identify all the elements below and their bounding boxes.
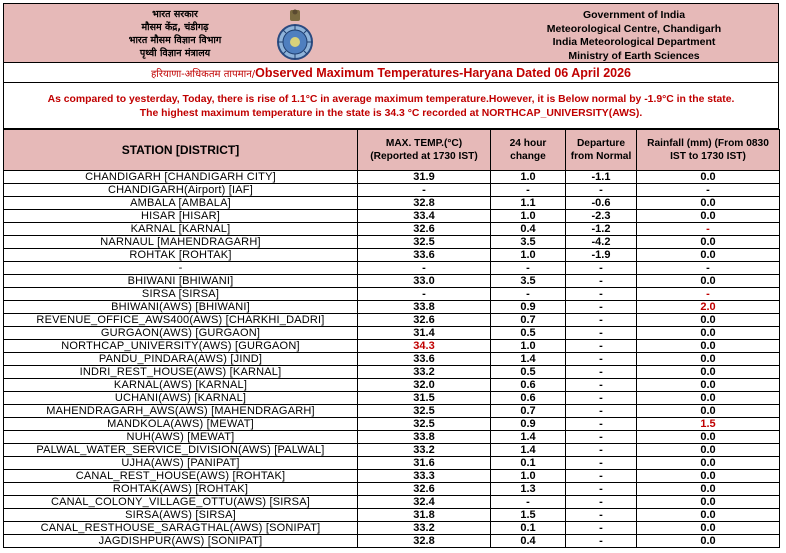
col-departure-line1: Departure (576, 138, 626, 149)
departure-cell: - (566, 379, 637, 392)
table-row (4, 288, 780, 301)
table-row (4, 353, 780, 366)
summary-line-1: As compared to yesterday, Today, there is rise of 1.1°C in average maximum temperature.However, it is Below normal by -1.9°C in the state. (47, 94, 735, 105)
change-cell: - (491, 184, 566, 197)
max-temp-cell: 33.8 (358, 431, 491, 444)
table-row (4, 340, 780, 353)
station-cell: ROHTAK(AWS) [ROHTAK] (4, 483, 358, 496)
station-cell: CANAL_RESTHOUSE_SARAGTHAL(AWS) [SONIPAT] (4, 522, 358, 535)
departure-cell: - (566, 535, 637, 548)
table-row (4, 301, 780, 314)
station-cell: KARNAL(AWS) [KARNAL] (4, 379, 358, 392)
table-row (4, 509, 780, 522)
col-rainfall (637, 130, 780, 171)
station-cell: MAHENDRAGARH_AWS(AWS) [MAHENDRAGARH] (4, 405, 358, 418)
station-cell: INDRI_REST_HOUSE(AWS) [KARNAL] (4, 366, 358, 379)
col-rainfall-line1: Rainfall (mm) (From 0830 (647, 138, 769, 149)
station-cell: HISAR [HISAR] (4, 210, 358, 223)
rainfall-cell: 0.0 (637, 327, 780, 340)
change-cell: - (491, 262, 566, 275)
rainfall-cell: 0.0 (637, 457, 780, 470)
temperature-table (3, 129, 780, 548)
max-temp-cell: 32.5 (358, 236, 491, 249)
max-temp-cell: 32.6 (358, 223, 491, 236)
max-temp-cell: 31.8 (358, 509, 491, 522)
summary-line-2: The highest maximum temperature in the state is 34.3 °C recorded at NORTHCAP_UNIVERSITY(AWS). (139, 108, 643, 119)
rainfall-cell: 2.0 (637, 301, 780, 314)
change-cell: 1.3 (491, 483, 566, 496)
table-row (4, 470, 780, 483)
station-cell: NARNAUL [MAHENDRAGARH] (4, 236, 358, 249)
table-header-row (4, 130, 780, 171)
rainfall-cell: 1.5 (637, 418, 780, 431)
change-cell: 0.7 (491, 405, 566, 418)
station-cell: CANAL_COLONY_VILLAGE_OTTU(AWS) [SIRSA] (4, 496, 358, 509)
max-temp-cell: 33.3 (358, 470, 491, 483)
rainfall-cell: 0.0 (637, 431, 780, 444)
table-row (4, 327, 780, 340)
table-row (4, 223, 780, 236)
table-row (4, 535, 780, 548)
rainfall-cell: 0.0 (637, 236, 780, 249)
change-cell: 1.0 (491, 210, 566, 223)
table-row (4, 418, 780, 431)
max-temp-cell: 33.6 (358, 353, 491, 366)
departure-cell: - (566, 509, 637, 522)
col-24h-change (491, 130, 566, 171)
departure-cell: - (566, 405, 637, 418)
table-row (4, 457, 780, 470)
change-cell: 1.0 (491, 249, 566, 262)
english-line-govt: Government of India (582, 9, 686, 21)
station-cell: SIRSA(AWS) [SIRSA] (4, 509, 358, 522)
station-cell: CANAL_REST_HOUSE(AWS) [ROHTAK] (4, 470, 358, 483)
max-temp-cell: 31.5 (358, 392, 491, 405)
rainfall-cell: 0.0 (637, 522, 780, 535)
table-row (4, 210, 780, 223)
station-cell: KARNAL [KARNAL] (4, 223, 358, 236)
station-cell: REVENUE_OFFICE_AWS400(AWS) [CHARKHI_DADRI] (4, 314, 358, 327)
title-hindi: हरियाणा-अधिकतम तापमान/ (150, 68, 256, 80)
departure-cell: - (566, 431, 637, 444)
departure-cell: -2.3 (566, 210, 637, 223)
col-change-line1: 24 hour (509, 138, 547, 149)
table-row (4, 431, 780, 444)
station-cell: ROHTAK [ROHTAK] (4, 249, 358, 262)
table-row (4, 275, 780, 288)
summary-text (3, 83, 779, 129)
change-cell: 1.0 (491, 340, 566, 353)
max-temp-cell: 33.4 (358, 210, 491, 223)
hindi-line-centre: मौसम केंद्र, चंडीगढ़ (141, 22, 209, 33)
max-temp-cell: 34.3 (358, 340, 491, 353)
station-cell: MANDKOLA(AWS) [MEWAT] (4, 418, 358, 431)
departure-cell: - (566, 366, 637, 379)
english-line-centre: Meteorological Centre, Chandigarh (546, 22, 722, 35)
rainfall-cell: 0.0 (637, 483, 780, 496)
station-cell: CHANDIGARH [CHANDIGARH CITY] (4, 171, 358, 184)
rainfall-cell: 0.0 (637, 340, 780, 353)
departure-cell: - (566, 496, 637, 509)
change-cell: 0.9 (491, 301, 566, 314)
english-line-ministry: Ministry of Earth Sciences (568, 49, 700, 62)
change-cell: 1.5 (491, 509, 566, 522)
station-cell: PALWAL_WATER_SERVICE_DIVISION(AWS) [PALWAL] (4, 444, 358, 457)
max-temp-cell: - (358, 288, 491, 301)
station-cell: BHIWANI(AWS) [BHIWANI] (4, 301, 358, 314)
english-header (534, 9, 734, 63)
table-row (4, 171, 780, 184)
departure-cell: -0.6 (566, 197, 637, 210)
col-max-temp-line2: (Reported at 1730 IST) (370, 151, 478, 162)
departure-cell: - (566, 353, 637, 366)
col-station: STATION [DISTRICT] (4, 130, 358, 171)
table-row (4, 314, 780, 327)
max-temp-cell: 32.8 (358, 197, 491, 210)
table-row (4, 405, 780, 418)
change-cell: 0.6 (491, 392, 566, 405)
departure-cell: - (566, 314, 637, 327)
table-row (4, 444, 780, 457)
station-cell: BHIWANI [BHIWANI] (4, 275, 358, 288)
table-row (4, 496, 780, 509)
rainfall-cell: - (637, 262, 780, 275)
departure-cell: - (566, 262, 637, 275)
rainfall-cell: 0.0 (637, 444, 780, 457)
hindi-header (100, 8, 250, 60)
rainfall-cell: 0.0 (637, 509, 780, 522)
english-line-imd: India Meteorological Department (552, 36, 716, 48)
max-temp-cell: 31.4 (358, 327, 491, 340)
imd-emblem-icon (270, 9, 320, 61)
departure-cell: - (566, 288, 637, 301)
station-cell: CHANDIGARH(Airport) [IAF] (4, 184, 358, 197)
change-cell: 0.1 (491, 522, 566, 535)
hindi-line-ministry: पृथ्वी विज्ञान मंत्रालय (139, 48, 211, 59)
max-temp-cell: 32.5 (358, 405, 491, 418)
change-cell: - (491, 496, 566, 509)
col-departure (566, 130, 637, 171)
departure-cell: - (566, 275, 637, 288)
rainfall-cell: 0.0 (637, 353, 780, 366)
station-cell: AMBALA [AMBALA] (4, 197, 358, 210)
rainfall-cell: 0.0 (637, 171, 780, 184)
rainfall-cell: - (637, 288, 780, 301)
departure-cell: -1.2 (566, 223, 637, 236)
col-max-temp (358, 130, 491, 171)
change-cell: 1.4 (491, 353, 566, 366)
hindi-line-govt: भारत सरकार (152, 9, 198, 20)
rainfall-cell: 0.0 (637, 210, 780, 223)
col-max-temp-line1: MAX. TEMP.(°C) (385, 138, 463, 149)
table-row (4, 366, 780, 379)
departure-cell: - (566, 184, 637, 197)
change-cell: 1.0 (491, 470, 566, 483)
departure-cell: - (566, 340, 637, 353)
station-cell: GURGAON(AWS) [GURGAON] (4, 327, 358, 340)
rainfall-cell: 0.0 (637, 197, 780, 210)
rainfall-cell: - (637, 223, 780, 236)
departure-cell: - (566, 457, 637, 470)
max-temp-cell: 32.0 (358, 379, 491, 392)
max-temp-cell: 33.2 (358, 444, 491, 457)
col-change-line2: change (510, 151, 546, 162)
rainfall-cell: 0.0 (637, 249, 780, 262)
col-rainfall-line2: IST to 1730 IST) (670, 151, 746, 162)
change-cell: 0.5 (491, 366, 566, 379)
table-row (4, 236, 780, 249)
station-cell: NUH(AWS) [MEWAT] (4, 431, 358, 444)
max-temp-cell: - (358, 184, 491, 197)
station-cell: SIRSA [SIRSA] (4, 288, 358, 301)
station-cell: UCHANI(AWS) [KARNAL] (4, 392, 358, 405)
departure-cell: - (566, 301, 637, 314)
change-cell: - (491, 288, 566, 301)
table-row (4, 262, 780, 275)
departure-cell: -4.2 (566, 236, 637, 249)
table-row (4, 379, 780, 392)
departure-cell: - (566, 418, 637, 431)
departure-cell: - (566, 522, 637, 535)
station-cell: NORTHCAP_UNIVERSITY(AWS) [GURGAON] (4, 340, 358, 353)
table-row (4, 522, 780, 535)
header-band (3, 3, 779, 63)
station-cell: JAGDISHPUR(AWS) [SONIPAT] (4, 535, 358, 548)
hindi-line-imd: भारत मौसम विज्ञान विभाग (128, 35, 222, 46)
rainfall-cell: 0.0 (637, 470, 780, 483)
change-cell: 0.5 (491, 327, 566, 340)
departure-cell: -1.9 (566, 249, 637, 262)
change-cell: 0.6 (491, 379, 566, 392)
max-temp-cell: 33.6 (358, 249, 491, 262)
rainfall-cell: 0.0 (637, 366, 780, 379)
change-cell: 1.4 (491, 444, 566, 457)
max-temp-cell: 32.6 (358, 483, 491, 496)
departure-cell: - (566, 444, 637, 457)
table-row (4, 392, 780, 405)
departure-cell: - (566, 483, 637, 496)
max-temp-cell: 33.2 (358, 522, 491, 535)
rainfall-cell: 0.0 (637, 405, 780, 418)
change-cell: 0.4 (491, 223, 566, 236)
col-departure-line2: from Normal (570, 151, 632, 162)
change-cell: 3.5 (491, 236, 566, 249)
rainfall-cell: 0.0 (637, 275, 780, 288)
change-cell: 1.1 (491, 197, 566, 210)
max-temp-cell: 31.9 (358, 171, 491, 184)
change-cell: 3.5 (491, 275, 566, 288)
departure-cell: - (566, 327, 637, 340)
max-temp-cell: 31.6 (358, 457, 491, 470)
max-temp-cell: 33.8 (358, 301, 491, 314)
max-temp-cell: 32.5 (358, 418, 491, 431)
max-temp-cell: 32.6 (358, 314, 491, 327)
change-cell: 1.0 (491, 171, 566, 184)
departure-cell: - (566, 392, 637, 405)
change-cell: 0.7 (491, 314, 566, 327)
station-cell: - (4, 262, 358, 275)
table-row (4, 197, 780, 210)
max-temp-cell: 33.2 (358, 366, 491, 379)
station-cell: UJHA(AWS) [PANIPAT] (4, 457, 358, 470)
rainfall-cell: - (637, 184, 780, 197)
rainfall-cell: 0.0 (637, 496, 780, 509)
table-body (4, 171, 780, 548)
table-row (4, 483, 780, 496)
report-sheet (3, 3, 779, 548)
table-row (4, 184, 780, 197)
station-cell: PANDU_PINDARA(AWS) [JIND] (4, 353, 358, 366)
change-cell: 0.4 (491, 535, 566, 548)
max-temp-cell: 32.4 (358, 496, 491, 509)
change-cell: 0.9 (491, 418, 566, 431)
rainfall-cell: 0.0 (637, 314, 780, 327)
rainfall-cell: 0.0 (637, 392, 780, 405)
departure-cell: -1.1 (566, 171, 637, 184)
table-row (4, 249, 780, 262)
max-temp-cell: 33.0 (358, 275, 491, 288)
rainfall-cell: 0.0 (637, 379, 780, 392)
rainfall-cell: 0.0 (637, 535, 780, 548)
departure-cell: - (566, 470, 637, 483)
report-title (3, 63, 779, 83)
title-english: Observed Maximum Temperatures-Haryana Dated 06 April 2026 (255, 65, 632, 80)
max-temp-cell: - (358, 262, 491, 275)
max-temp-cell: 32.8 (358, 535, 491, 548)
change-cell: 0.1 (491, 457, 566, 470)
change-cell: 1.4 (491, 431, 566, 444)
